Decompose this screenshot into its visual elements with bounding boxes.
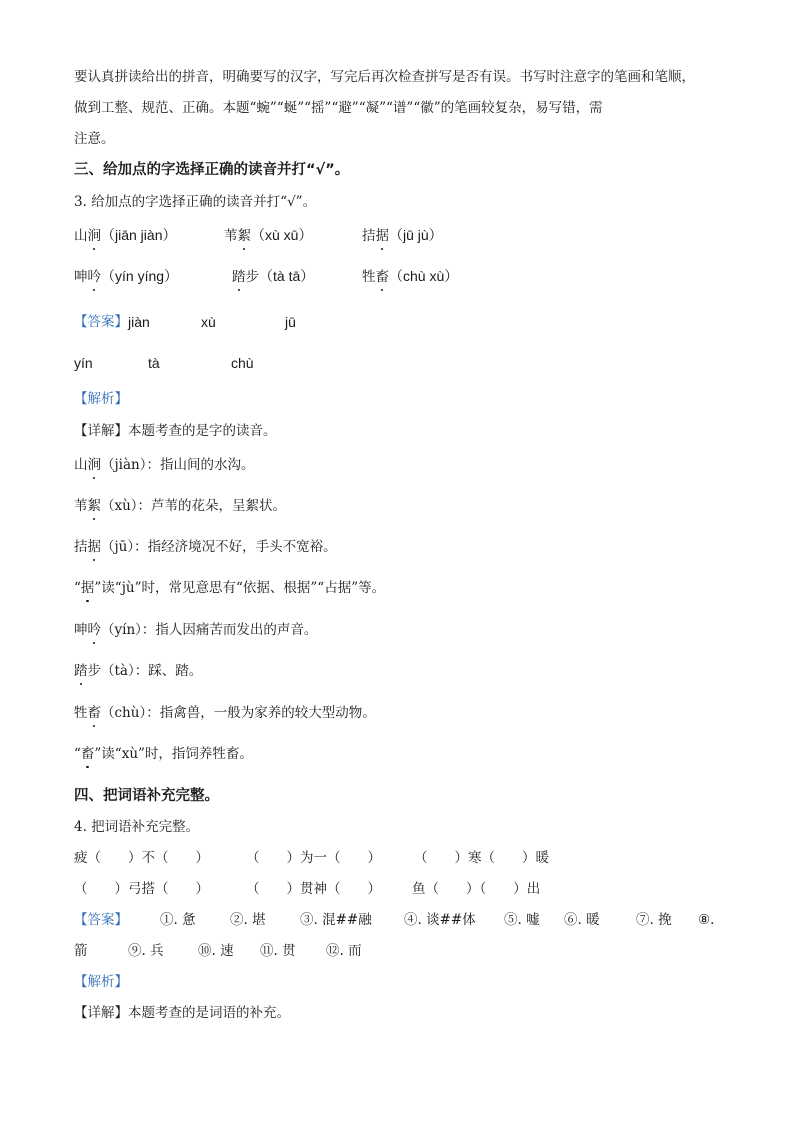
intro-line-3: 注意。 (74, 131, 115, 147)
question-3: 3. 给加点的字选择正确的读音并打“√”。 (74, 194, 317, 210)
answer-item: ⑤. 嘘 (504, 912, 540, 928)
dotted-char: 踏 (74, 663, 88, 679)
dotted-char: 絮 (237, 228, 251, 244)
detail-tag: 【详解】 (74, 1005, 128, 1021)
expl-pre: 苇 (74, 498, 88, 514)
idiom-blank: （ ）为一（ ） (246, 850, 381, 866)
option-item (362, 266, 458, 287)
options-row-1 (74, 225, 720, 247)
answer-item: ⑪. 贯 (260, 943, 296, 959)
expl-post: （yín）：指人因痛苦而发出的声音。 (101, 622, 318, 638)
pinyin-options: （jū jù） (389, 227, 443, 243)
option-item (74, 266, 178, 287)
idiom-blank: （ ）弓搭（ ） (74, 881, 209, 897)
dotted-char: 据 (87, 539, 101, 555)
dotted-char: 踏 (232, 269, 246, 285)
explanation-line (74, 744, 253, 764)
answer-tag: 【答案】 (74, 314, 128, 330)
answer-item: ⑩. 速 (198, 943, 234, 959)
explanation-line (74, 661, 202, 681)
idiom-blank: （ ）贯神（ ） (246, 881, 381, 897)
option-item (74, 225, 176, 246)
question-4: 4. 把词语补充完整。 (74, 819, 200, 835)
analysis-tag: 【解析】 (74, 974, 128, 990)
analysis-tag: 【解析】 (74, 391, 128, 407)
answer-item: ⑧. (698, 912, 715, 928)
answer-value: jiàn (128, 314, 150, 330)
expl-post: ”读“xù”时，指饲养牲畜。 (94, 746, 253, 762)
detail-line (74, 421, 277, 441)
answer-value: xù (201, 314, 216, 330)
explanation-line (74, 703, 376, 723)
answers-line-1 (74, 910, 720, 932)
expl-post: ”读“jù”时，常见意思有“依据、根据”“占据”等。 (94, 580, 386, 596)
explanation-line (74, 496, 286, 516)
expl-pre: 牲 (74, 705, 88, 721)
detail-tag: 【详解】 (74, 423, 128, 439)
option-item (232, 266, 314, 287)
dotted-char: 据 (80, 580, 95, 596)
detail-text: 本题考查的是词语的补充。 (128, 1005, 290, 1021)
intro-line-1: 要认真拼读给出的拼音，明确要写的汉字，写完后再次检查拼写是否有误。书写时注意字的笔画和笔顺， (74, 69, 695, 85)
dotted-char: 畜 (87, 705, 101, 721)
answers-row-2 (74, 353, 720, 375)
option-pre: 拮 (362, 228, 376, 244)
expl-post: （chù）：指禽兽，一般为家养的较大型动物。 (101, 705, 376, 721)
option-pre: 苇 (224, 228, 238, 244)
option-pre: 山 (74, 228, 88, 244)
dotted-char: 絮 (87, 498, 101, 514)
answer-value: yín (74, 355, 93, 371)
option-item (224, 225, 312, 246)
answer-value: jū (285, 314, 296, 330)
answer-item: ④. 谈##体 (404, 912, 476, 928)
answer-item: 箭 (74, 943, 88, 959)
fill-row-1 (74, 848, 720, 870)
expl-pre: 拮 (74, 539, 88, 555)
dotted-char: 畜 (375, 269, 389, 285)
answer-value: tà (148, 355, 160, 371)
expl-pre: “ (74, 580, 81, 596)
option-item (362, 225, 443, 246)
idiom-blank: 疲（ ）不（ ） (74, 850, 209, 866)
expl-post: （jiàn）：指山间的水沟。 (101, 457, 255, 473)
detail-text: 本题考查的是字的读音。 (128, 423, 277, 439)
pinyin-options: （yín yíng） (101, 268, 179, 284)
pinyin-options: （chù xù） (389, 268, 459, 284)
dotted-char: 吟 (87, 622, 101, 638)
pinyin-options: （jiān jiàn） (101, 227, 177, 243)
dotted-char: 畜 (80, 746, 95, 762)
section-4-heading: 四、把词语补充完整。 (74, 788, 219, 804)
explanation-line (74, 578, 385, 598)
answer-item: ⑥. 暖 (564, 912, 600, 928)
expl-pre: 呻 (74, 622, 88, 638)
idiom-blank: （ ）寒（ ）暖 (414, 850, 549, 866)
idiom-blank: 鱼（ ）（ ）出 (412, 881, 541, 897)
expl-post: （xù）：芦苇的花朵，呈絮状。 (101, 498, 287, 514)
explanation-line (74, 537, 337, 557)
expl-post: （jū）：指经济境况不好，手头不宽裕。 (101, 539, 337, 555)
answers-row-1 (74, 312, 720, 334)
dotted-char: 吟 (87, 269, 101, 285)
answer-item: ②. 堪 (230, 912, 266, 928)
answer-value: chù (231, 355, 254, 371)
answer-item: ⑨. 兵 (128, 943, 164, 959)
option-pre: 呻 (74, 269, 88, 285)
explanation-line (74, 455, 255, 475)
pinyin-options: （tà tā） (259, 268, 315, 284)
section-3-heading: 三、给加点的字选择正确的读音并打“√”。 (74, 162, 350, 178)
option-pre: 牲 (362, 269, 376, 285)
intro-line-2: 做到工整、规范、正确。本题“蜿”“蜒”“摇”“避”“凝”“谱”“徽”的笔画较复杂，易写错，需 (74, 100, 603, 116)
pinyin-options: （xù xū） (251, 227, 313, 243)
answer-item: ⑫. 而 (326, 943, 362, 959)
answer-item: ①. 惫 (160, 912, 196, 928)
answer-item: ⑦. 挽 (636, 912, 672, 928)
option-post: 步 (245, 269, 259, 285)
answer-tag: 【答案】 (74, 912, 128, 928)
dotted-char: 涧 (87, 457, 101, 473)
dotted-char: 据 (375, 228, 389, 244)
fill-row-2 (74, 879, 720, 901)
expl-post: 步（tà）：踩、踏。 (87, 663, 203, 679)
options-row-2 (74, 266, 720, 288)
answer-item: ③. 混##融 (300, 912, 372, 928)
answers-line-2 (74, 941, 720, 963)
explanation-line (74, 620, 317, 640)
detail-line (74, 1003, 290, 1023)
expl-pre: “ (74, 746, 81, 762)
expl-pre: 山 (74, 457, 88, 473)
dotted-char: 涧 (87, 228, 101, 244)
